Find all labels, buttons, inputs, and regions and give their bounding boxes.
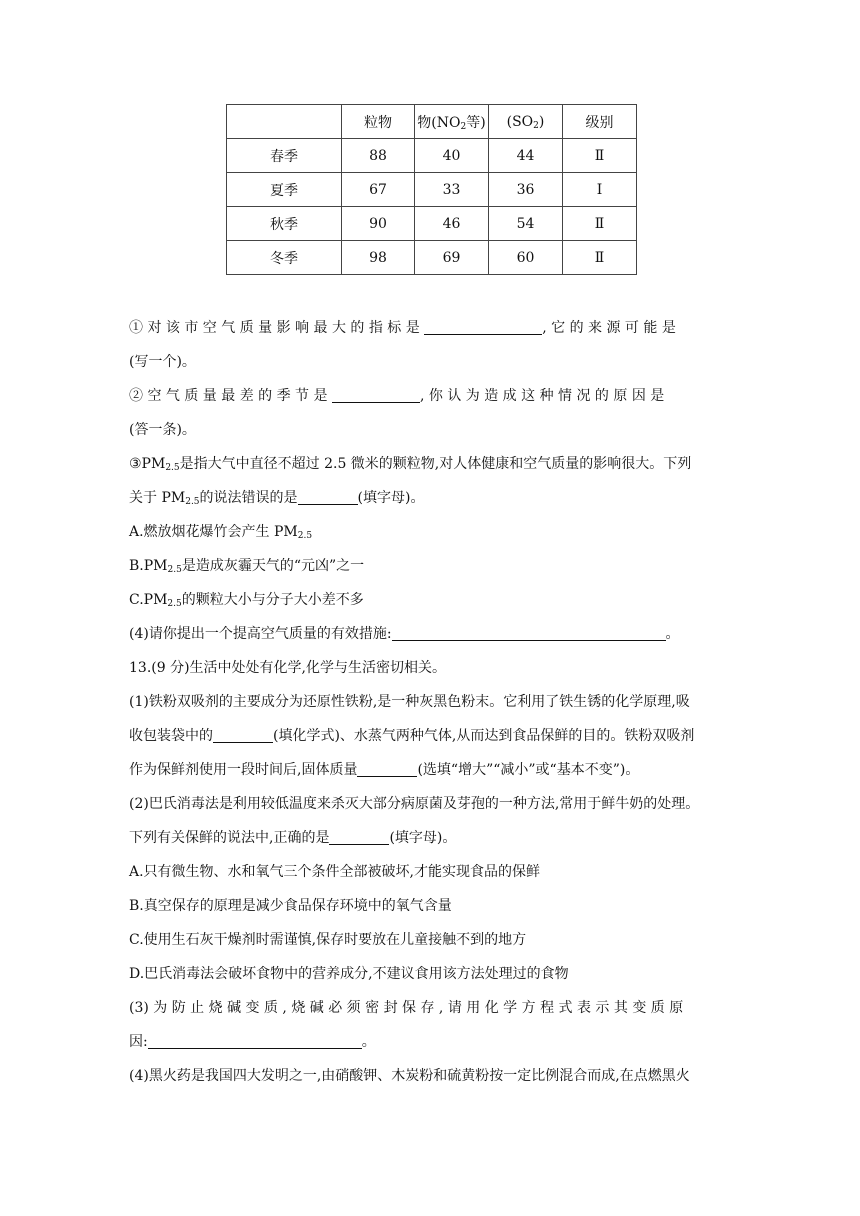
question-text: 下列有关保鲜的说法中,正确的是	[129, 830, 330, 846]
subscript: 2.5	[297, 531, 313, 541]
season-cell: 夏季	[227, 173, 342, 207]
table-row	[227, 139, 637, 173]
header-so2-text: (SO	[506, 113, 534, 130]
option-text: B.真空保存的原理是减少食品保存环境中的氧气含量	[129, 898, 452, 914]
table-row	[227, 241, 637, 275]
question-text: (写一个)。	[129, 354, 196, 370]
level-cell: Ⅰ	[563, 173, 637, 207]
header-cell-particulate: 粒物	[342, 105, 415, 139]
table-row	[227, 207, 637, 241]
question-text: (3) 为 防 止 烧 碱 变 质 , 烧 碱 必 须 密 封 保 存 , 请 用 化 学 方 程 式 表 示 其 变 质 原	[129, 1000, 684, 1016]
subscript: 2.5	[167, 599, 182, 609]
question-line-1	[129, 318, 733, 338]
answer-blank[interactable]	[298, 489, 358, 505]
question-line-15	[129, 794, 733, 814]
answer-blank[interactable]	[329, 829, 389, 845]
question-text: (选填“增大”“减小”或“基本不变”)。	[417, 762, 640, 778]
header-cell-level: 级别	[563, 105, 637, 139]
question-line-16	[129, 828, 733, 848]
question-text: (2)巴氏消毒法是利用较低温度来杀灭大部分病原菌及芽孢的一种方法,常用于鲜牛奶的处理。	[129, 796, 700, 812]
value-cell: 90	[342, 207, 415, 241]
option-text: A.燃放烟花爆竹会产生 PM	[129, 524, 298, 540]
question-text: 。	[361, 1034, 376, 1050]
option-text: C.PM	[129, 592, 168, 608]
level-cell: Ⅱ	[563, 139, 637, 173]
question-line-14	[129, 760, 733, 780]
option-c	[129, 930, 733, 950]
question-text: 作为保鲜剂使用一段时间后,固体质量	[129, 762, 358, 778]
question-text: 13.(9 分)生活中处处有化学,化学与生活密切相关。	[129, 660, 446, 676]
value-cell: 88	[342, 139, 415, 173]
question-13-title	[129, 658, 733, 678]
value-cell: 69	[415, 241, 489, 275]
level-cell: Ⅱ	[563, 241, 637, 275]
question-line-23	[129, 1066, 733, 1086]
value-cell: 67	[342, 173, 415, 207]
air-quality-table	[226, 104, 637, 275]
answer-blank[interactable]	[392, 625, 666, 641]
value-cell: 33	[415, 173, 489, 207]
question-text: (1)铁粉双吸剂的主要成分为还原性铁粉,是一种灰黑色粉末。它利用了铁生锈的化学原理,吸	[129, 694, 690, 710]
header-cell-empty	[227, 105, 342, 139]
value-cell: 40	[415, 139, 489, 173]
question-line-6	[129, 488, 733, 508]
question-text: 。	[665, 626, 680, 642]
value-cell: 44	[489, 139, 563, 173]
question-line-12	[129, 692, 733, 712]
option-c	[129, 590, 733, 610]
option-text: A.只有微生物、水和氧气三个条件全部被破坏,才能实现食品的保鲜	[129, 864, 541, 880]
question-line-21	[129, 998, 733, 1018]
answer-blank[interactable]	[424, 319, 542, 335]
question-text: , 你 认 为 造 成 这 种 情 况 的 原 因 是	[419, 388, 665, 404]
option-a	[129, 522, 733, 542]
table-header-row	[227, 105, 637, 139]
question-line-5	[129, 454, 733, 474]
header-no2-suffix: 等)	[466, 114, 486, 131]
table-row	[227, 173, 637, 207]
question-text: 是指大气中直径不超过 2.5 微米的颗粒物,对人体健康和空气质量的影响很大。下列	[179, 456, 692, 472]
option-b	[129, 556, 733, 576]
question-text: ③PM	[129, 456, 166, 472]
question-text: ② 空 气 质 量 最 差 的 季 节 是	[129, 388, 328, 404]
season-cell: 秋季	[227, 207, 342, 241]
question-text: (填字母)。	[357, 490, 425, 506]
option-d	[129, 964, 733, 984]
question-text: 因:	[129, 1034, 148, 1050]
subscript: 2.5	[185, 497, 200, 507]
subscript: 2.5	[165, 463, 180, 473]
header-cell-no2	[415, 105, 489, 139]
question-line-4	[129, 420, 733, 440]
option-b	[129, 896, 733, 916]
option-text: 的颗粒大小与分子大小差不多	[181, 592, 364, 608]
question-line-13	[129, 726, 733, 746]
question-text: (4)黑火药是我国四大发明之一,由硝酸钾、木炭粉和硫黄粉按一定比例混合而成,在点燃黑火	[129, 1068, 690, 1084]
value-cell: 98	[342, 241, 415, 275]
season-cell: 春季	[227, 139, 342, 173]
question-text: (填化学式)、水蒸气两种气体,从而达到食品保鲜的目的。铁粉双吸剂	[273, 728, 695, 744]
option-text: 是造成灰霾天气的“元凶”之一	[181, 558, 365, 574]
answer-blank[interactable]	[148, 1033, 362, 1049]
header-no2-text: 物(NO	[417, 114, 461, 131]
value-cell: 54	[489, 207, 563, 241]
option-text: B.PM	[129, 558, 168, 574]
subscript: 2.5	[167, 565, 182, 575]
question-text: , 它 的 来 源 可 能 是	[542, 320, 676, 336]
season-cell: 冬季	[227, 241, 342, 275]
question-text: ① 对 该 市 空 气 质 量 影 响 最 大 的 指 标 是	[129, 320, 420, 336]
question-line-10	[129, 624, 733, 644]
header-so2-suffix: )	[538, 113, 545, 130]
question-text: 的说法错误的是	[199, 490, 298, 506]
answer-blank[interactable]	[332, 387, 420, 403]
header-no2-sub: 2	[460, 121, 467, 132]
header-so2-sub: 2	[533, 120, 539, 131]
question-text: (填字母)。	[389, 830, 457, 846]
answer-blank[interactable]	[213, 727, 273, 743]
value-cell: 60	[489, 241, 563, 275]
question-text: 收包装袋中的	[129, 728, 213, 744]
header-cell-so2	[489, 105, 563, 139]
value-cell: 36	[489, 173, 563, 207]
option-text: D.巴氏消毒法会破坏食物中的营养成分,不建议食用该方法处理过的食物	[129, 966, 569, 982]
option-text: C.使用生石灰干燥剂时需谨慎,保存时要放在儿童接触不到的地方	[129, 932, 527, 948]
question-line-22	[129, 1032, 733, 1052]
option-a	[129, 862, 733, 882]
question-line-3	[129, 386, 733, 406]
value-cell: 46	[415, 207, 489, 241]
level-cell: Ⅱ	[563, 207, 637, 241]
question-text: (答一条)。	[129, 422, 196, 438]
question-text: (4)请你提出一个提高空气质量的有效措施:	[129, 626, 392, 642]
answer-blank[interactable]	[357, 761, 417, 777]
question-line-2	[129, 352, 733, 372]
question-text: 关于 PM	[129, 490, 186, 506]
